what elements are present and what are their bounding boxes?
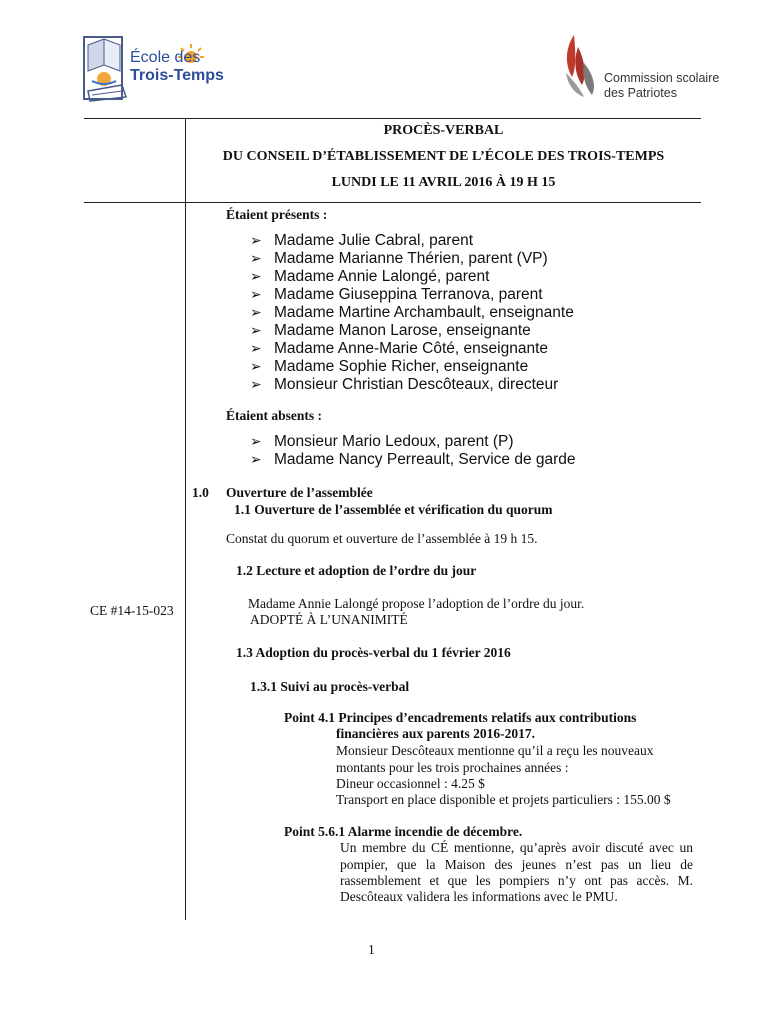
adopted-statement: ADOPTÉ À L’UNANIMITÉ (250, 612, 408, 627)
point-4-1-title-line2: financières aux parents 2016-2017. (336, 726, 535, 741)
point-4-1-text-line4: Transport en place disponible et projets particuliers : 155.00 $ (336, 792, 671, 807)
arrow-bullet-icon: ➢ (250, 359, 262, 375)
present-item: ➢ Monsieur Christian Descôteaux, directeur (250, 376, 559, 393)
point-5-6-1-text-line4: Descôteaux validera les informations avec le PMU. (340, 889, 618, 904)
school-logo-line1: École des (130, 49, 201, 66)
present-item: ➢ Madame Marianne Thérien, parent (VP) (250, 250, 548, 267)
subsection-1-2-title: 1.2 Lecture et adoption de l’ordre du jour (236, 563, 477, 578)
header-top-rule (84, 118, 701, 119)
arrow-bullet-icon: ➢ (250, 434, 262, 450)
present-item: ➢ Madame Martine Archambault, enseignante (250, 304, 574, 321)
point-4-1-title-line1: Point 4.1 Principes d’encadrements relatifs aux contributions (284, 710, 637, 725)
present-item: ➢ Madame Julie Cabral, parent (250, 232, 474, 249)
page-number: 1 (368, 942, 375, 957)
arrow-bullet-icon: ➢ (250, 233, 262, 249)
commission-logo-emblem-icon (560, 33, 604, 99)
arrow-bullet-icon: ➢ (250, 251, 262, 267)
arrow-bullet-icon: ➢ (250, 341, 262, 357)
title-line1: PROCÈS-VERBAL (383, 123, 504, 138)
school-logo-emblem-icon (82, 35, 130, 105)
header-bottom-rule (84, 202, 701, 203)
present-item: ➢ Madame Annie Lalongé, parent (250, 268, 490, 285)
point-5-6-1-text-line1: Un membre du CÉ mentionne, qu’après avoir discuté avec un (340, 840, 693, 855)
present-list (250, 232, 670, 394)
absent-list (250, 433, 670, 469)
title-line2: DU CONSEIL D’ÉTABLISSEMENT DE L’ÉCOLE DES TROIS-TEMPS (222, 149, 665, 164)
arrow-bullet-icon: ➢ (250, 452, 262, 468)
present-heading: Étaient présents : (226, 207, 328, 222)
commission-logo-line1: Commission scolaire (604, 71, 720, 85)
subsection-1-1-title: 1.1 Ouverture de l’assemblée et vérification du quorum (234, 502, 553, 517)
point-5-6-1-text-line2: pompier, que la Maison des jeunes n’est pas un lieu de (340, 857, 693, 872)
point-4-1-text-line1: Monsieur Descôteaux mentionne qu’il a reçu les nouveaux (336, 743, 654, 758)
point-4-1-text-line3: Dineur occasionnel : 4.25 $ (336, 776, 485, 791)
absent-item: ➢ Monsieur Mario Ledoux, parent (P) (250, 433, 514, 450)
commission-logo-line2: des Patriotes (604, 86, 677, 100)
arrow-bullet-icon: ➢ (250, 269, 262, 285)
subsection-1-3-title: 1.3 Adoption du procès-verbal du 1 février 2016 (236, 645, 511, 660)
arrow-bullet-icon: ➢ (250, 323, 262, 339)
present-item: ➢ Madame Manon Larose, enseignante (250, 322, 531, 339)
subsection-1-3-1-title: 1.3.1 Suivi au procès-verbal (250, 679, 410, 694)
point-5-6-1-text-line3: rassemblement et que les pompiers n’y ont pas accès. M. (340, 873, 693, 888)
margin-column-rule (185, 118, 186, 920)
school-logo-line2: Trois-Temps (130, 67, 224, 84)
arrow-bullet-icon: ➢ (250, 377, 262, 393)
absent-heading: Étaient absents : (226, 408, 323, 423)
section-number: 1.0 (192, 485, 209, 500)
arrow-bullet-icon: ➢ (250, 305, 262, 321)
subsection-1-1-text: Constat du quorum et ouverture de l’assemblée à 19 h 15. (226, 531, 538, 546)
school-logo (82, 35, 224, 107)
arrow-bullet-icon: ➢ (250, 287, 262, 303)
present-item: ➢ Madame Sophie Richer, enseignante (250, 358, 529, 375)
resolution-number: CE #14-15-023 (90, 603, 174, 618)
commission-logo (560, 33, 720, 105)
section-title: Ouverture de l’assemblée (226, 485, 373, 500)
present-item: ➢ Madame Giuseppina Terranova, parent (250, 286, 543, 303)
subsection-1-2-text: Madame Annie Lalongé propose l’adoption de l’ordre du jour. (248, 596, 585, 611)
point-4-1-text-line2: montants pour les trois prochaines années : (336, 760, 569, 775)
present-item: ➢ Madame Anne-Marie Côté, enseignante (250, 340, 548, 357)
title-line3: LUNDI LE 11 AVRIL 2016 À 19 H 15 (331, 175, 556, 190)
point-5-6-1-title: Point 5.6.1 Alarme incendie de décembre. (284, 824, 523, 839)
absent-item: ➢ Madame Nancy Perreault, Service de garde (250, 451, 576, 468)
